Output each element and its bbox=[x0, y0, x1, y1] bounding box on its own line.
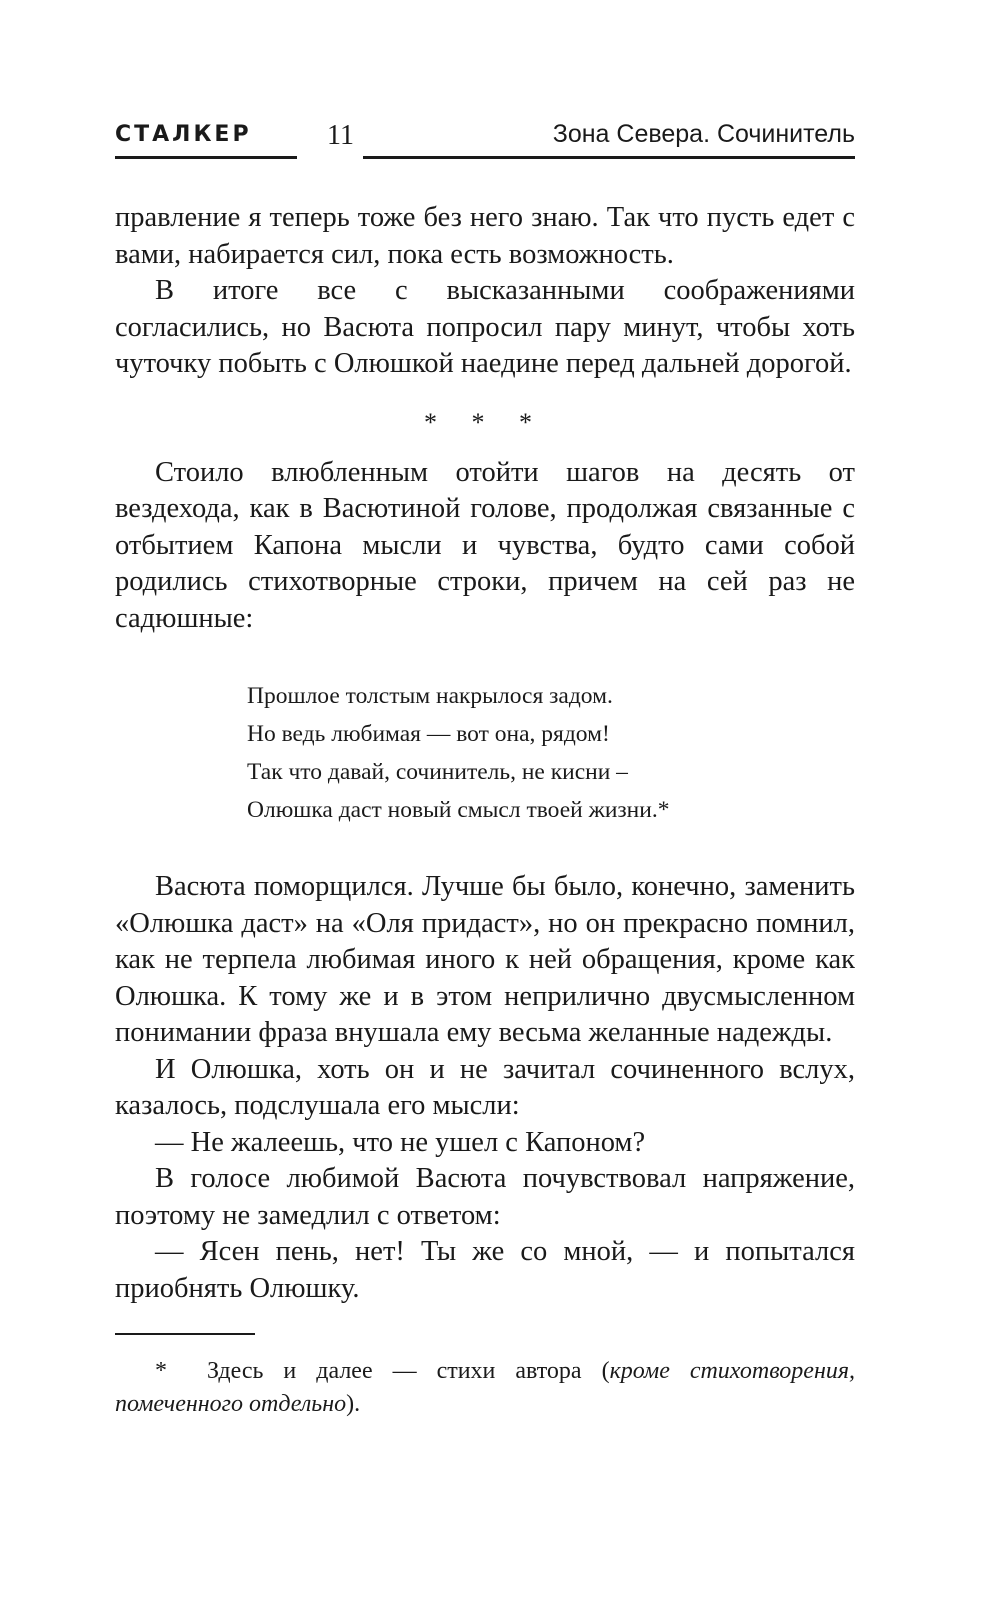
poem-block bbox=[247, 677, 855, 829]
page-body bbox=[115, 200, 855, 1421]
header-rule-left bbox=[115, 156, 297, 159]
dialogue-line: — Не жалеешь, что не ушел с Капоном? bbox=[155, 1126, 646, 1158]
page-number: 11 bbox=[327, 120, 354, 151]
series-title: СТАЛКЕР bbox=[115, 122, 252, 147]
paragraph: В голосе любимой Васюта почувствовал напряжение, поэтому не замедлил с ответом: bbox=[115, 1163, 855, 1231]
footnote-rule bbox=[115, 1333, 255, 1335]
paragraph: В итоге все с высказанными соображениями согласились, но Васюта попросил пару минут, чтобы хоть чуточку побыть с Олюшкой наедине перед дальней дорогой. bbox=[115, 275, 855, 379]
section-separator: * * * bbox=[424, 407, 546, 437]
poem-line: Прошлое толстым накрылося задом. bbox=[247, 683, 613, 709]
footnote-text: Здесь и далее — стихи автора ( bbox=[206, 1357, 610, 1384]
poem-line: Но ведь любимая — вот она, рядом! bbox=[247, 721, 610, 747]
paragraph-continuation: правление я теперь тоже без него знаю. Так что пусть едет с вами, набирается сил, пока есть возможность. bbox=[115, 202, 855, 270]
footnote-marker: * bbox=[155, 1357, 167, 1384]
page-header bbox=[115, 118, 855, 158]
footnote-italic: кроме стихотворения, помеченного отдельно bbox=[115, 1357, 856, 1417]
footnote-end: ). bbox=[346, 1390, 361, 1417]
header-rule-right bbox=[363, 156, 855, 159]
book-title: Зона Севера. Сочинитель bbox=[552, 120, 855, 148]
footnote bbox=[115, 1355, 855, 1421]
poem-line: Олюшка даст новый смысл твоей жизни.* bbox=[247, 797, 670, 823]
paragraph: И Олюшка, хоть он и не зачитал сочиненного вслух, казалось, подслушала его мысли: bbox=[115, 1053, 855, 1121]
poem-line: Так что давай, сочинитель, не кисни – bbox=[247, 759, 628, 785]
paragraph: Стоило влюбленным отойти шагов на десять от вездехода, как в Васютиной голове, продолжая связанные с отбытием Капона мысли и чувства, будто сами собой родились стихотворные строки, причем на сей раз не садюшные: bbox=[115, 456, 855, 634]
paragraph: Васюта поморщился. Лучше бы было, конечно, заменить «Олюшка даст» на «Оля придаст», но он прекрасно помнил, как не терпела любимая иного к ней обращения, кроме как Олюшка. К тому же и в этом неприлично двусмысленном понимании фраза внушала ему весьма желанные надежды. bbox=[115, 871, 855, 1048]
dialogue-line: — Ясен пень, нет! Ты же со мной, — и попытался приобнять Олюшку. bbox=[115, 1236, 855, 1304]
